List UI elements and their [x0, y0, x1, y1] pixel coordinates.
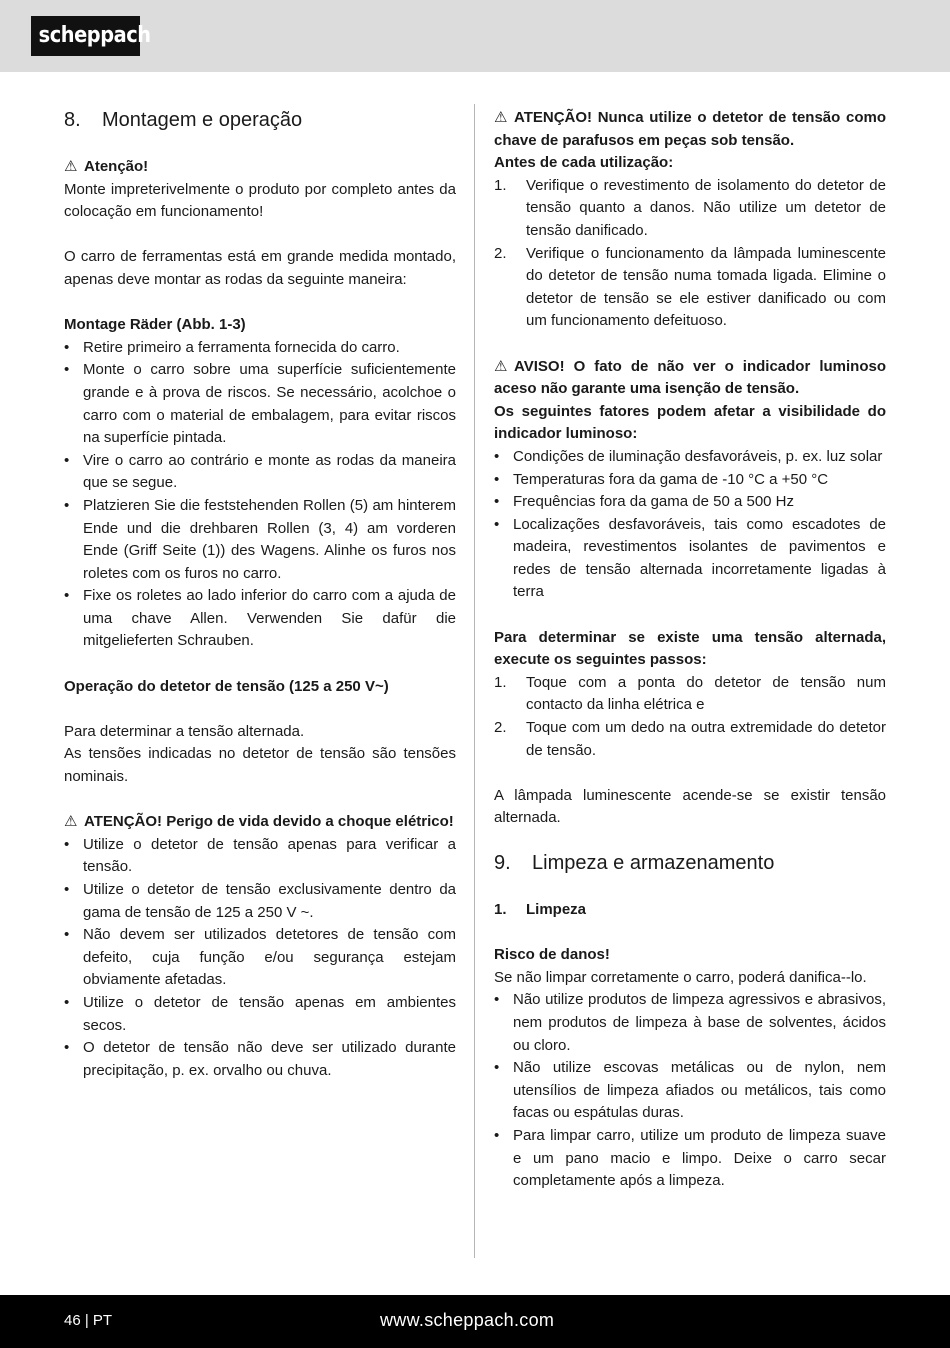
detector-heading: Operação do detetor de tensão (125 a 250 V~)	[64, 677, 389, 695]
safety-list	[64, 834, 456, 1083]
montage-heading: Montage Räder (Abb. 1-3)	[64, 316, 246, 334]
determine-heading: Para determinar se existe uma tensão alternada, execute os seguintes passos:	[494, 628, 886, 669]
warning-heading: ⚠ ATENÇÃO! Perigo de vida devido a choque elétrico!	[64, 811, 456, 834]
cleaning-list	[494, 989, 886, 1192]
warning-icon: ⚠	[494, 109, 508, 126]
before-use-heading: Antes de cada utilização:	[494, 154, 674, 172]
list-item: • Monte o carro sobre uma superfície suficientemente grande e à prova de riscos. Se necessário, acolchoe o carro com o material de embalagem, para evitar riscos na superfície pintada.	[64, 361, 456, 447]
factors-list	[494, 446, 886, 604]
list-item: • Temperaturas fora da gama de -10 °C a +50 °C	[494, 470, 829, 488]
warning-heading: ⚠ AVISO! O fato de não ver o indicador luminoso aceso não garante uma isenção de tensão.	[494, 357, 886, 398]
list-item: • Não utilize produtos de limpeza agressivos e abrasivos, nem produtos de limpeza à base de solventes, ácidos ou cloro.	[494, 991, 886, 1054]
factors-heading: Os seguintes fatores podem afetar a visibilidade do indicador luminoso:	[494, 402, 886, 443]
page-number: 46 | PT	[64, 1312, 113, 1329]
list-item: 1. Toque com a ponta do detetor de tensão num contacto da linha elétrica e	[494, 673, 886, 714]
warning-icon: ⚠	[494, 357, 508, 375]
list-item: • Vire o carro ao contrário e monte as rodas da maneira que se segue.	[64, 451, 456, 492]
section-heading-8: 8. Montagem e operação	[64, 109, 303, 131]
section-heading-9: 9. Limpeza e armazenamento	[494, 852, 775, 874]
brand-logo: scheppach	[31, 16, 140, 56]
determine-list	[494, 672, 886, 762]
right-column	[494, 107, 886, 1193]
list-item: • Utilize o detetor de tensão exclusivamente dentro da gama de tensão de 125 a 250 V ~.	[64, 881, 456, 921]
montage-list	[64, 337, 456, 653]
intro-paragraph: O carro de ferramentas está em grande medida montado, apenas deve montar as rodas da seguinte maneira:	[64, 248, 456, 288]
left-column	[64, 107, 456, 1082]
list-item: • Fixe os roletes ao lado inferior do carro com a ajuda de uma chave Allen. Verwenden Sie dafür die mitgelieferten Schrauben.	[64, 587, 456, 650]
list-item: • Retire primeiro a ferramenta fornecida do carro.	[64, 338, 400, 356]
risk-text: Se não limpar corretamente o carro, poderá danifica--lo.	[494, 968, 867, 986]
lamp-paragraph: A lâmpada luminescente acende-se se existir tensão alternada.	[494, 786, 886, 827]
warning-icon: ⚠	[64, 158, 78, 175]
list-item: • Localizações desfavoráveis, tais como escadotes de madeira, revestimentos isolantes de pavimentos e redes de tensão alternada incorretamente ligadas à terra	[494, 515, 886, 601]
subsection-heading: 1. Limpeza	[494, 901, 587, 918]
warning-icon: ⚠	[64, 813, 78, 831]
list-item: • Utilize o detetor de tensão apenas para verificar a tensão.	[64, 835, 456, 876]
before-use-list	[494, 175, 886, 333]
list-item: • Não utilize escovas metálicas ou de nylon, nem utensílios de limpeza afiados ou metálicos, tais como facas ou espátulas duras.	[494, 1059, 886, 1122]
header-band	[0, 0, 950, 72]
detector-paragraph: As tensões indicadas no detetor de tensão são tensões nominais.	[64, 745, 456, 786]
page-footer	[0, 1295, 950, 1348]
list-item: • Frequências fora da gama de 50 a 500 Hz	[494, 493, 795, 511]
risk-heading: Risco de danos!	[494, 946, 610, 964]
list-item: • Platzieren Sie die feststehenden Rollen (5) am hinterem Ende und die drehbaren Rollen (3, 4) am vorderen Ende (Griff Seite (1)) des Wagens. Alinhe os furos nos roletes com os furos no carro.	[64, 496, 456, 582]
list-item: 2. Toque com um dedo na outra extremidade do detetor de tensão.	[494, 719, 886, 759]
list-item: • O detetor de tensão não deve ser utilizado durante precipitação, p. ex. orvalho ou chuva.	[64, 1039, 456, 1079]
list-item: • Não devem ser utilizados detetores de tensão com defeito, cuja função e/ou segurança estejam obviamente afetadas.	[64, 926, 456, 989]
list-item: 2. Verifique o funcionamento da lâmpada luminescente do detetor de tensão numa tomada ligada. Elimine o detetor de tensão se ele estiver danificado ou com um funcionamento defeituoso.	[494, 244, 886, 330]
detector-paragraph: Para determinar a tensão alternada.	[64, 722, 305, 740]
list-item: • Para limpar carro, utilize um produto de limpeza suave e um pano macio e limpo. Deixe o carro secar completamente após a limpeza.	[494, 1126, 886, 1190]
warning-text: Monte impreterivelmente o produto por completo antes da colocação em funcionamento!	[64, 180, 456, 221]
website-link[interactable]: www.scheppach.com	[380, 1310, 555, 1330]
warning-heading: ⚠ Atenção!	[64, 156, 456, 179]
warning-heading: ⚠ ATENÇÃO! Nunca utilize o detetor de tensão como chave de parafusos em peças sob tensão.	[494, 109, 886, 149]
list-item: 1. Verifique o revestimento de isolamento do detetor de tensão quanto a danos. Não utilize um detetor de tensão danificado.	[494, 176, 886, 239]
list-item: • Condições de iluminação desfavoráveis, p. ex. luz solar	[494, 447, 883, 465]
list-item: • Utilize o detetor de tensão apenas em ambientes secos.	[64, 993, 456, 1034]
column-divider	[474, 104, 475, 1258]
